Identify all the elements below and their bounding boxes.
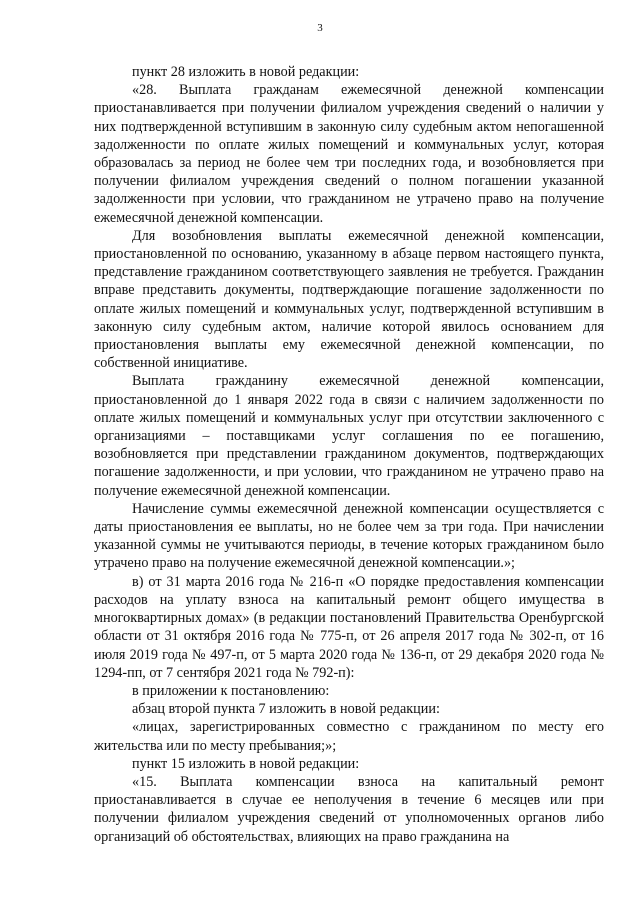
paragraph-item28-intro: пункт 28 изложить в новой редакции: <box>132 64 360 80</box>
paragraph-item28-suspension: «28. Выплата гражданам ежемесячной денежной компенсации приостанавливается при получении филиалом учреждения сведений о наличии у них подтвержденной вступившим в законную силу судебным актом непогашенной задолженности по оплате жилых помещений и коммунальных услуг, которая образовалась за период не более чем три последних года, и возобновляется при получении филиалом учреждения сведений о полном погашении указанной задолженности при условии, что гражданином не утрачено право на получение ежемесячной денежной компенсации. <box>94 82 604 226</box>
paragraph-item15-text: «15. Выплата компенсации взноса на капитальный ремонт приостанавливается в случае ее неполучения в течение 6 месяцев или при получении филиалом учреждения сведений от уполномоченных органов либо организаций об обстоятельствах, влияющих на право гражданина на <box>94 773 604 845</box>
paragraph-item28-accrual: Начисление суммы ежемесячной денежной компенсации осуществляется с даты приостановления ее выплаты, но не более чем за три года. При начислении указанной суммы не учитываются периоды, в течение которых гражданином было утрачено право на получение ежемесячной денежной компенсации.»; <box>94 500 604 572</box>
paragraph-item15-intro: пункт 15 изложить в новой редакции: <box>132 755 360 772</box>
paragraph-item7-text: «лицах, зарегистрированных совместно с гражданином по месту его жительства или по месту пребывания;»; <box>94 719 604 754</box>
paragraph-item7-intro: абзац второй пункта 7 изложить в новой редакции: <box>132 701 440 718</box>
document-body <box>94 63 604 846</box>
paragraph-appendix: в приложении к постановлению: <box>132 682 330 699</box>
page-number: 3 <box>317 22 323 34</box>
paragraph-item28-before-2022: Выплата гражданину ежемесячной денежной компенсации, приостановленной до 1 января 2022 года в связи с наличием задолженности по оплате жилых помещений и коммунальных услуг при отсутствии заключенного с организациями – поставщиками услуг соглашения по ее погашению, возобновляется при представлении гражданином документов, подтверждающих погашение задолженности, и при условии, что гражданином не утрачено право на получение ежемесячной денежной компенсации. <box>94 373 604 499</box>
paragraph-subitem-v: в) от 31 марта 2016 года № 216-п «О порядке предоставления компенсации расходов на уплату взноса на капитальный ремонт общего имущества в многоквартирных домах» (в редакции постановлений Правительства Оренбургской области от 31 октября 2016 года № 775-п, от 26 апреля 2017 года № 302-п, от 16 июля 2019 года № 497-п, от 5 марта 2020 года № 136-п, от 29 декабря 2020 года № 1294-пп, от 7 сентября 2021 года № 792-п): <box>94 573 604 681</box>
paragraph-item28-resumption: Для возобновления выплаты ежемесячной денежной компенсации, приостановленной по основанию, указанному в абзаце первом настоящего пункта, представление гражданином соответствующего заявления не требуется. Гражданин вправе представить документы, подтверждающие погашение задолженности по оплате жилых помещений и коммунальных услуг, подтвержденной вступившим в законную силу судебным актом, наличие которой явилось основанием для приостановления выплаты ему ежемесячной денежной компенсации, по собственной инициативе. <box>94 227 604 372</box>
